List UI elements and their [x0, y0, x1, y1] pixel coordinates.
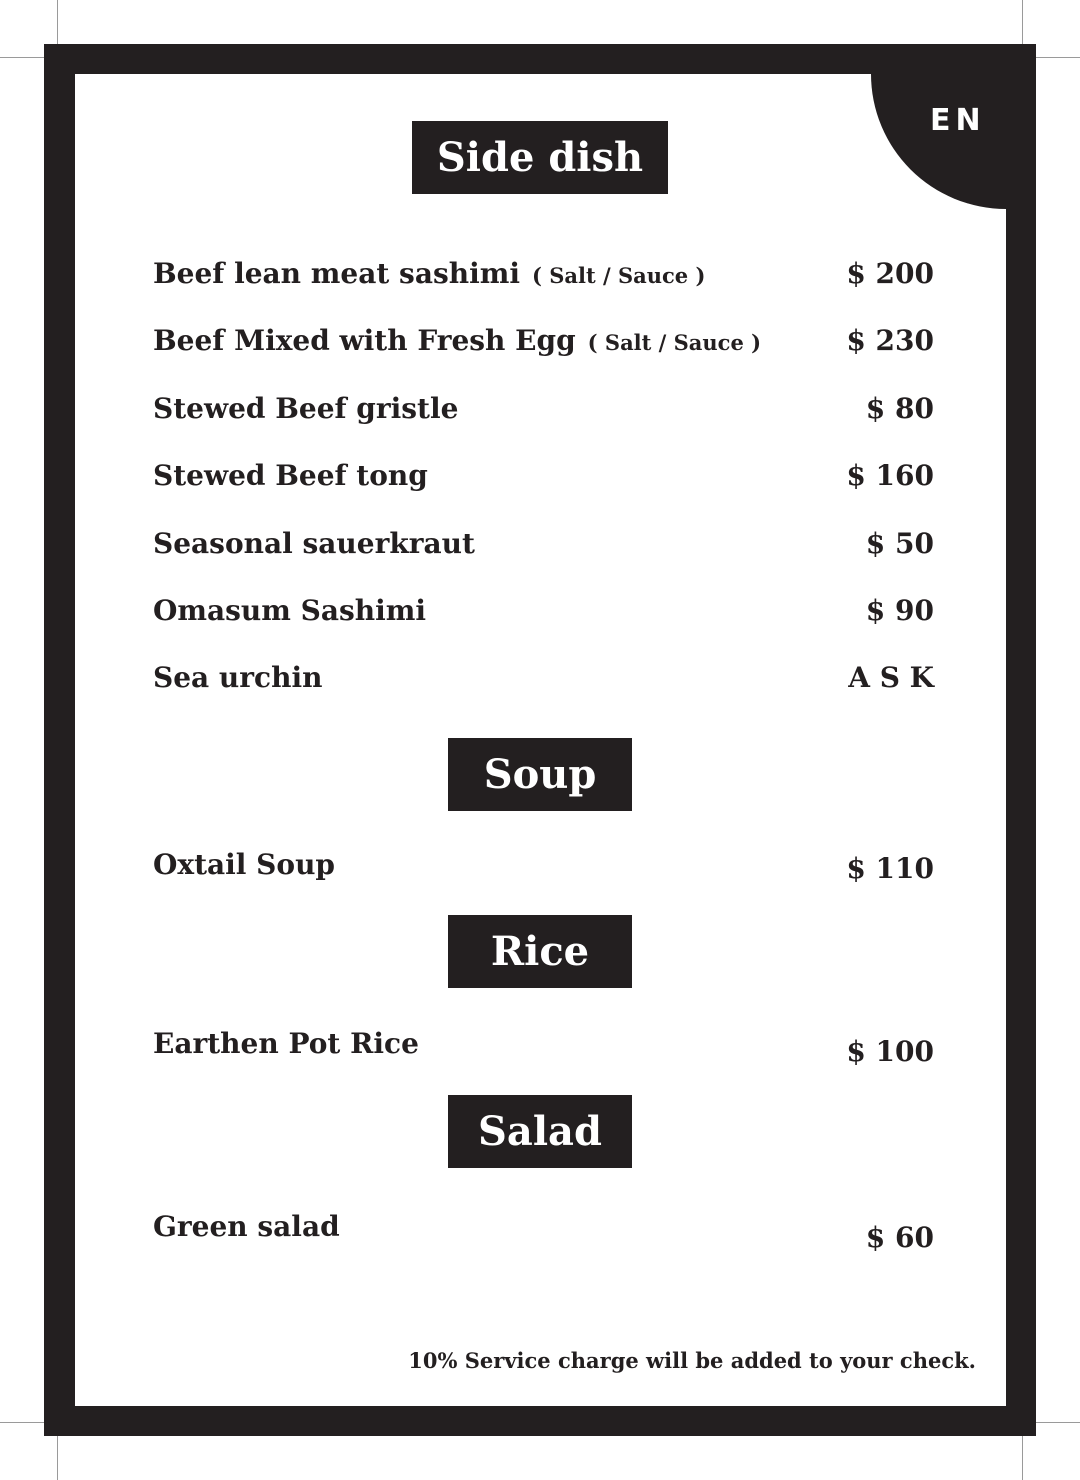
menu-item-price: $ 50 [865, 527, 934, 560]
menu-item-price: $ 110 [846, 852, 934, 885]
crop-mark [57, 0, 58, 44]
menu-item-name [153, 323, 761, 361]
menu-item-name: Oxtail Soup [153, 848, 336, 881]
section-title-side-dish: Side dish [412, 121, 668, 194]
menu-item-price: $ 80 [865, 392, 934, 425]
menu-item-name: Omasum Sashimi [153, 594, 427, 627]
menu-item-note: ( Salt / Sauce ) [531, 263, 706, 288]
menu-item-label: Beef lean meat sashimi [153, 257, 520, 290]
crop-mark [1022, 0, 1023, 44]
section-title-soup: Soup [448, 738, 632, 811]
crop-mark [0, 57, 44, 58]
menu-item-label: Beef Mixed with Fresh Egg [153, 324, 576, 357]
menu-item-name: Earthen Pot Rice [153, 1027, 419, 1060]
menu-item-name [153, 256, 705, 294]
menu-item-name: Stewed Beef tong [153, 459, 428, 492]
language-label: EN [930, 103, 986, 138]
menu-item-note: ( Salt / Sauce ) [587, 330, 762, 355]
menu-item-price: $ 160 [846, 459, 934, 492]
section-title-rice: Rice [448, 915, 632, 988]
crop-mark [1036, 57, 1080, 58]
section-title-salad: Salad [448, 1095, 632, 1168]
crop-mark [1022, 1436, 1023, 1480]
menu-item-name: Stewed Beef gristle [153, 392, 459, 425]
menu-item-price: $ 200 [846, 257, 934, 290]
crop-mark [57, 1436, 58, 1480]
menu-item-price: $ 60 [865, 1221, 934, 1254]
menu-item-price: $ 90 [865, 594, 934, 627]
menu-item-price: $ 230 [846, 324, 934, 357]
menu-item-name: Seasonal sauerkraut [153, 527, 475, 560]
menu-item-price: $ 100 [846, 1035, 934, 1068]
menu-item-name: Green salad [153, 1210, 340, 1243]
crop-mark [0, 1422, 44, 1423]
menu-item-name: Sea urchin [153, 661, 323, 694]
menu-item-price: A S K [848, 661, 934, 694]
crop-mark [1036, 1422, 1080, 1423]
service-charge-note: 10% Service charge will be added to your check. [408, 1348, 976, 1373]
